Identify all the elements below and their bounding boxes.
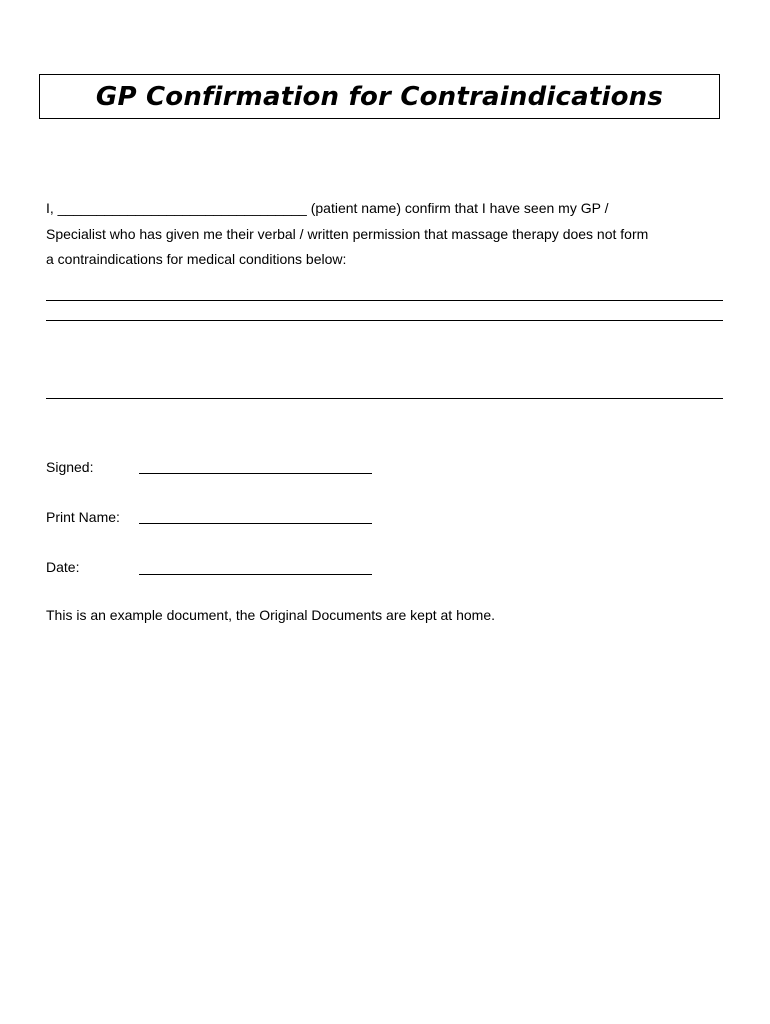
date-label: Date: [46,559,80,575]
title-box [39,74,720,119]
date-line [139,574,372,575]
conditions-line-1 [46,300,723,301]
paragraph-line-2: Specialist who has given me their verbal / written permission that massage therapy does not form [46,225,649,242]
signed-label: Signed: [46,459,94,475]
conditions-line-2 [46,320,723,321]
conditions-line-3 [46,398,723,399]
print-name-line [139,523,372,524]
paragraph-line-1: I, ________________________________ (patient name) confirm that I have seen my GP / [46,200,609,216]
confirmation-paragraph [46,196,736,273]
paragraph-line-3: a contraindications for medical conditions below: [46,251,347,267]
signed-line [139,473,372,474]
document-title: GP Confirmation for Contraindications [95,81,664,112]
print-name-label: Print Name: [46,509,120,525]
example-note: This is an example document, the Original Documents are kept at home. [46,607,495,623]
